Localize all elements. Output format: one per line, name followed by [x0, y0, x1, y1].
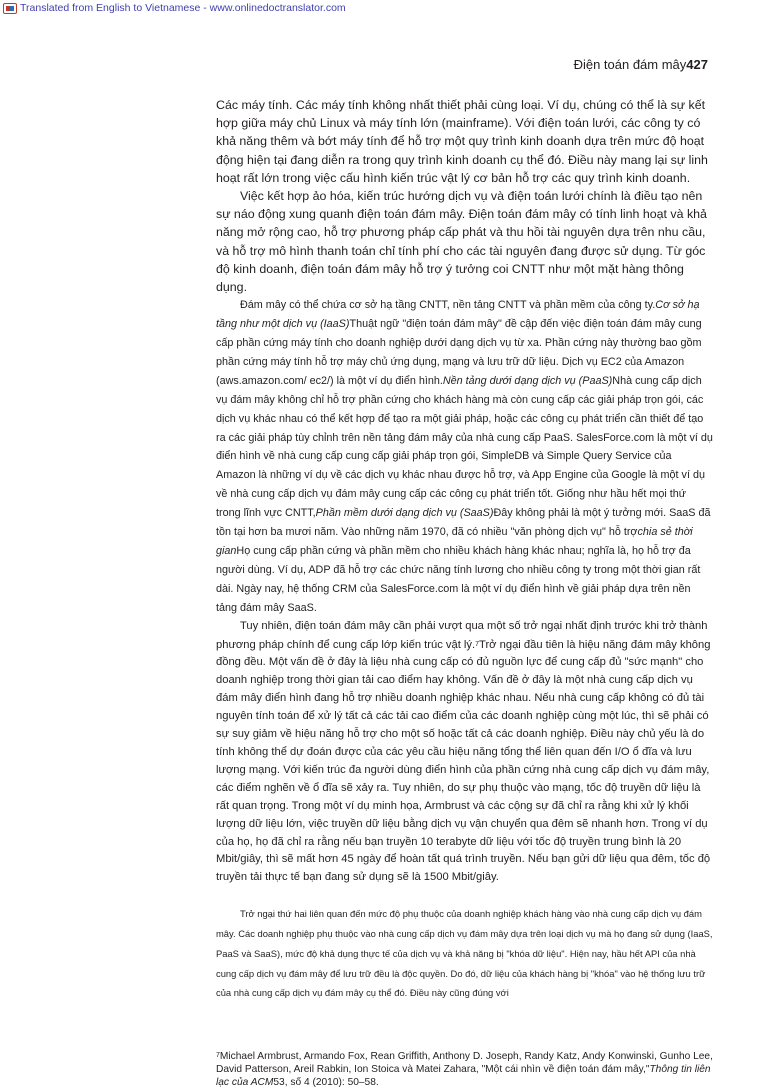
paragraph-3	[216, 296, 713, 617]
page-number: 427	[686, 57, 708, 72]
term-paas: Nền tảng dưới dạng dịch vụ (PaaS)	[442, 374, 613, 387]
footnote-text-1: Michael Armbrust, Armando Fox, Rean Griffith, Anthony D. Joseph, Randy Katz, Andy Konwinski, Gunho Lee, David Patterson, Areil Rabkin, Ion Stoica và Matei Zahara, "Một cái nhìn về điện toán đám mây,"	[216, 1051, 713, 1076]
paragraph-4-text-1: Tuy nhiên, điện toán đám mây cần phải vượt qua một số trở ngại nhất định trước khi trở thành phương pháp chính để cung cấp lớp kiến trúc vật lý.	[216, 619, 708, 651]
running-header	[574, 56, 708, 74]
paragraph-3-text-5: Họ cung cấp phần cứng và phần mềm cho nhiều khách hàng khác nhau; nghĩa là, họ hỗ trợ đa người dùng. Ví dụ, ADP đã hỗ trợ các chức năng tính lương cho nhiều công ty trong một thời gian rất dài. Ngày nay, hệ thống CRM của SalesForce.com là một ví dụ điển hình về giải pháp dựa trên nền tảng đám mây SaaS.	[216, 545, 701, 614]
paragraph-4	[216, 618, 713, 888]
term-saas: Phần mềm dưới dạng dịch vụ (SaaS)	[315, 507, 494, 520]
footnote-ref[interactable]: 7	[475, 640, 480, 648]
section-spacer	[216, 887, 713, 904]
translation-banner-link[interactable]: Translated from English to Vietnamese - www.onlinedoctranslator.com	[20, 2, 346, 14]
footnote	[216, 1049, 713, 1089]
translation-banner[interactable]	[3, 1, 346, 15]
paragraph-3-text-4: Đây không phải là một ý tưởng mới. SaaS đã tồn tại hơn ba mươi năm. Vào những năm 1970, đã có nhiều "văn phòng dịch vụ" hỗ trợ	[216, 507, 711, 539]
paragraph-3-text-1: Đám mây có thể chứa cơ sở hạ tầng CNTT, nền tảng CNTT và phần mềm của công ty.	[240, 299, 656, 312]
paragraph-3-text-2: Thuật ngữ "điện toán đám mây" đề cập đến việc điện toán đám mây cung cấp phần cứng máy tính cho doanh nghiệp dưới dạng dịch vụ từ xa. Phần cứng này thường bao gồm phần cứng máy tính hỗ trợ máy chủ ứng dụng, mạng và lưu trữ dữ liệu. Dịch vụ EC2 của Amazon (aws.amazon.com/ ec2/) là một ví dụ điển hình.	[216, 318, 702, 387]
footnote-spacer	[216, 1003, 713, 1049]
page-body	[216, 96, 713, 1089]
footnote-text-2: 53, số 4 (2010): 50–58.	[273, 1077, 379, 1089]
paragraph-2: Việc kết hợp ảo hóa, kiến trúc hướng dịch vụ và điện toán lưới chính là điều tạo nên sự náo động xung quanh điện toán đám mây. Điện toán đám mây có tính linh hoạt và khả năng mở rộng cao, hỗ trợ phương pháp cấp phát và thu hồi tài nguyên dựa trên nhu cầu, và hỗ trợ mô hình thanh toán chỉ tính phí cho các tài nguyên đang được sử dụng. Từ góc độ kinh doanh, điện toán đám mây hỗ trợ ý tưởng coi CNTT như một mặt hàng thông dụng.	[216, 189, 707, 295]
paragraph-3-text-3: Nhà cung cấp dịch vụ đám mây không chỉ hỗ trợ phần cứng cho khách hàng mà còn cung cấp các giải pháp trọn gói, các dịch vụ khác nhau có thể kết hợp để tạo ra một giải pháp, hoặc các công cụ phát triển cần thiết để tạo ra các giải pháp tùy chỉnh trên nền tảng đám mây của nhà cung cấp PaaS. SalesForce.com là một ví dụ điển hình về nhà cung cấp cung cấp giải pháp trọn gói, SimpleDB và Simple Query Service của Amazon là những ví dụ về các dịch vụ khác nhau được hỗ trợ, và App Engine của Google là một ví dụ về nhà cung cấp dịch vụ đám mây cung cấp các công cụ phát triển tốt. Giống như hầu hết mọi thứ trong lĩnh vực CNTT,	[216, 374, 713, 520]
translate-icon	[3, 3, 17, 14]
footnote-number: 7	[216, 1052, 220, 1060]
paragraph-5: Trở ngại thứ hai liên quan đến mức độ phụ thuộc của doanh nghiệp khách hàng vào nhà cung cấp dịch vụ đám mây. Các doanh nghiệp phụ thuộc vào nhà cung cấp dịch vụ đám mây dựa trên loại dịch vụ mà họ đang sử dụng (IaaS, PaaS và SaaS), mức độ khả dụng thực tế của dịch vụ và khả năng bị "khóa dữ liệu". Hiện nay, hầu hết API của nhà cung cấp dịch vụ đám mây để lưu trữ đều là độc quyền. Do đó, dữ liệu của khách hàng bị "khóa" vào hệ thống lưu trữ của nhà cung cấp dịch vụ đám mây cụ thể đó. Điều này cũng đúng với	[216, 908, 713, 999]
running-header-title: Điện toán đám mây	[573, 57, 687, 72]
term-time-sharing: chia sẻ thời gian	[216, 526, 693, 558]
term-iaas: Cơ sở hạ tầng như một dịch vụ (IaaS)	[216, 299, 700, 331]
paragraph-4-text-2: Trở ngại đầu tiên là hiệu năng đám mây không đồng đều. Một vấn đề ở đây là liệu nhà cung cấp có đủ nguồn lực để cung cấp đủ "sức mạnh" cho doanh nghiệp trong thời gian tải cao điểm hay không. Vấn đề ở đây là một nhà cung cấp dịch vụ đám mây điển hình đang hỗ trợ nhiều doanh nghiệp khác nhau. Nếu nhà cung cấp không có đủ tài nguyên tính toán để xử lý tất cả các tải cao điểm của các doanh nghiệp cùng một lúc, thì sẽ phải có sự suy giảm về hiệu năng hỗ trợ cho một số hoặc tất cả các doanh nghiệp. Điều này chủ yếu là do tính không thể dự đoán được của các yêu cầu hiệu năng tổng thể liên quan đến I/O ổ đĩa và lưu lượng mạng. Với kiến trúc đa người dùng điển hình của phần cứng nhà cung cấp dịch vụ đám mây, các điểm nghẽn về ổ đĩa sẽ xảy ra. Tuy nhiên, do sự phụ thuộc vào mạng, tốc độ truyền dữ liệu là rất quan trọng. Trong một ví dụ minh họa, Armbrust và các cộng sự đã chỉ ra rằng khi xử lý khối lượng dữ liệu lớn, việc truyền dữ liệu bằng dịch vụ vận chuyển qua đêm sẽ nhanh hơn. Trong ví dụ của họ, họ đã chỉ ra rằng nếu bạn truyền 10 terabyte dữ liệu với tốc độ truyền trung bình là 20 Mbit/giây, thì sẽ mất hơn 45 ngày để hoàn tất quá trình truyền. Nếu bạn gửi dữ liệu qua đêm, tốc độ truyền tải thực tế bạn đang sử dụng sẽ là 1500 Mbit/giây.	[216, 638, 711, 884]
footnote-journal: Thông tin liên lạc của ACM	[216, 1064, 711, 1089]
paragraph-1: Các máy tính. Các máy tính không nhất thiết phải cùng loại. Ví dụ, chúng có thể là sự kết hợp giữa máy chủ Linux và máy tính lớn (mainframe). Với điện toán lưới, các công ty có khả năng thêm và bớt máy tính để hỗ trợ một quy trình kinh doanh dựa trên mức độ hoạt động hiện tại đang diễn ra trong quy trình kinh doanh cụ thể đó. Điều này mang lại sự linh hoạt rất lớn trong việc cấu hình kiến trúc vật lý cơ bản hỗ trợ các quy trình kinh doanh.	[216, 98, 708, 185]
